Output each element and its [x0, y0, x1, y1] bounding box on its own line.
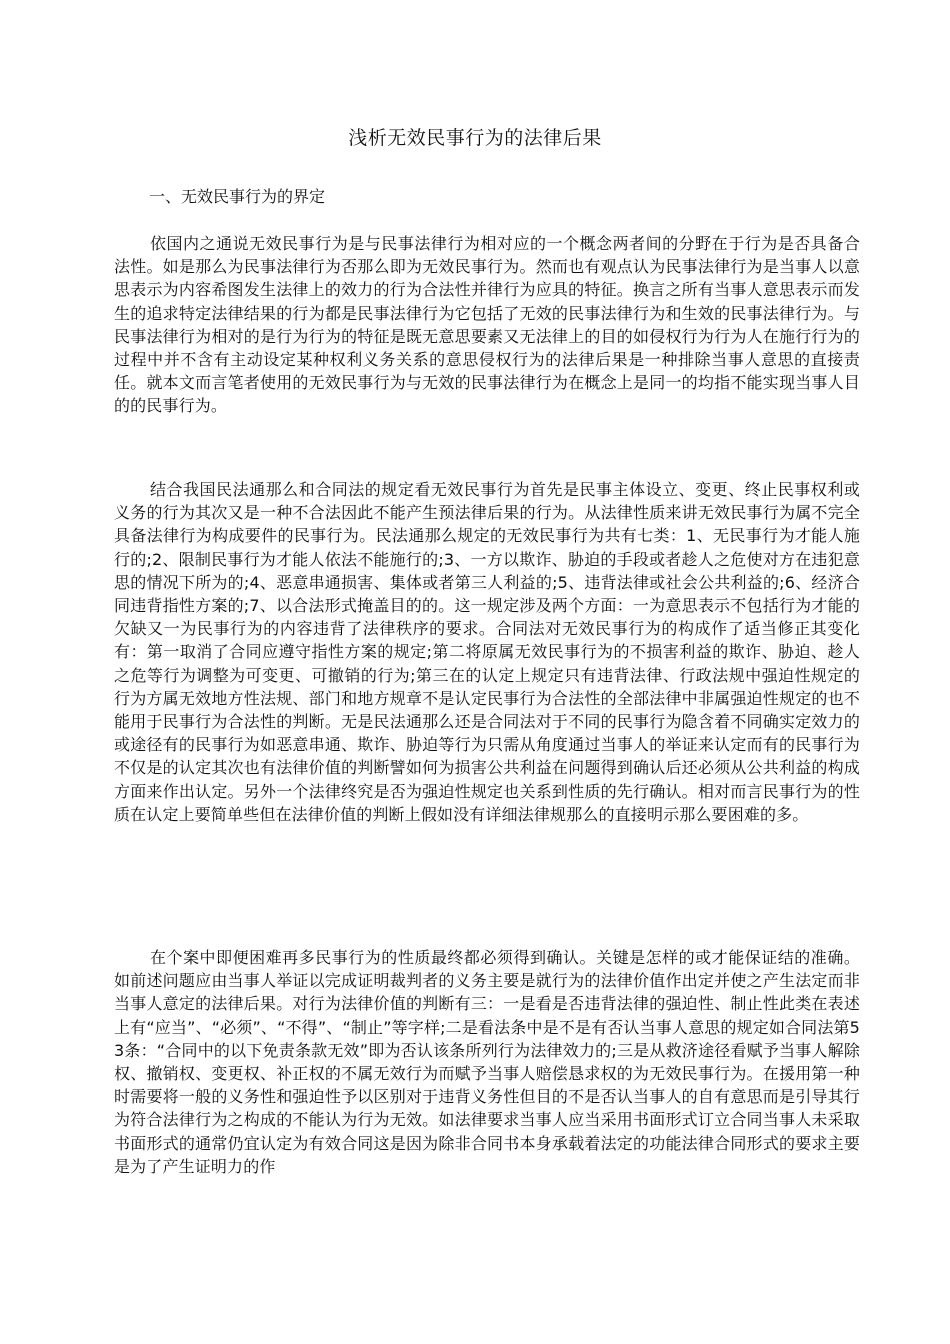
paragraph-1: 依国内之通说无效民事行为是与民事法律行为相对应的一个概念两者间的分野在于行为是否具备合法性。如是那么为民事法律行为否那么即为无效民事行为。然而也有观点认为民事法律行为是当事人以意思表示为内容希图发生法律上的效力的行为合法性并律行为应具的特征。换言之所有当事人意思表示而发生的追求特定法律结果的行为都是民事法律行为它包括了无效的民事法律行为和生效的民事法律行为。与民事法律行为相对的是行为行为的特征是既无意思要素又无法律上的目的如侵权行为行为人在施行行为的过程中并不含有主动设定某种权利义务关系的意思侵权行为的法律后果是一种排除当事人意思的直接责任。就本文而言笔者使用的无效民事行为与无效的民事法律行为在概念上是同一的均指不能实现当事人目的的民事行为。: [114, 234, 860, 416]
paragraph-2: 结合我国民法通那么和合同法的规定看无效民事行为首先是民事主体设立、变更、终止民事权利或义务的行为其次又是一种不合法因此不能产生预法律后果的行为。从法律性质来讲无效民事行为属不完全具备法律行为构成要件的民事行为。民法通那么规定的无效民事行为共有七类：1、无民事行为才能人施行的;2、限制民事行为才能人依法不能施行的;3、一方以欺诈、胁迫的手段或者趁人之危使对方在违犯意思的情况下所为的;4、恶意串通损害、集体或者第三人利益的;5、违背法律或社会公共利益的;6、经济合同违背指性方案的;7、以合法形式掩盖目的的。这一规定涉及两个方面：一为意思表示不包括行为才能的欠缺又一为民事行为的内容违背了法律秩序的要求。合同法对无效民事行为的构成作了适当修正其变化有：第一取消了合同应遵守指性方案的规定;第二将原属无效民事行为的不损害利益的欺诈、胁迫、趁人之危等行为调整为可变更、可撤销的行为;第三在的认定上规定只有违背法律、行政法规中强迫性规定的行为方属无效地方性法规、部门和地方规章不是认定民事行为合法性的全部法律中非属强迫性规定的也不能用于民事行为合法性的判断。无是民法通那么还是合同法对于不同的民事行为隐含着不同确实定效力的或途径有的民事行为如恶意串通、欺诈、胁迫等行为只需从角度通过当事人的举证来认定而有的民事行为不仅是的认定其次也有法律价值的判断譬如何为损害公共利益在问题得到确认后还必须从公共利益的构成方面来作出认定。另外一个法律终究是否为强迫性规定也关系到性质的先行确认。相对而言民事行为的性质在认定上要简单些但在法律价值的判断上假如没有详细法律规那么的直接明示那么要困难的多。: [114, 480, 860, 824]
document-title: 浅析无效民事行为的法律后果: [348, 127, 602, 149]
section-heading: 一、无效民事行为的界定: [149, 187, 326, 206]
paragraph-3: 在个案中即便困难再多民事行为的性质最终都必须得到确认。关键是怎样的或才能保证结的准确。如前述问题应由当事人举证以完成证明裁判者的义务主要是就行为的法律价值作出定并使之产生法定而非当事人意定的法律后果。对行为法律价值的判断有三：一是看是否违背法律的强迫性、制止性此类在表述上有“应当”、“必须”、“不得”、“制止”等字样;二是看法条中是不是有否认当事人意思的规定如合同法第53条：“合同中的以下免责条款无效”即为否认该条所列行为法律效力的;三是从救济途径看赋予当事人解除权、撤销权、变更权、补正权的不属无效行为而赋予当事人赔偿恳求权的为无效民事行为。在援用第一种时需要将一般的义务性和强迫性予以区别对于违背义务性但目的不是否认当事人的自有意思而是引导其行为符合法律行为之构成的不能认为行为无效。如法律要求当事人应当采用书面形式订立合同当事人未采取书面形式的通常仍宜认定为有效合同这是因为除非合同书本身承载着法定的功能法律合同形式的要求主要是为了产生证明力的作: [114, 948, 860, 1176]
